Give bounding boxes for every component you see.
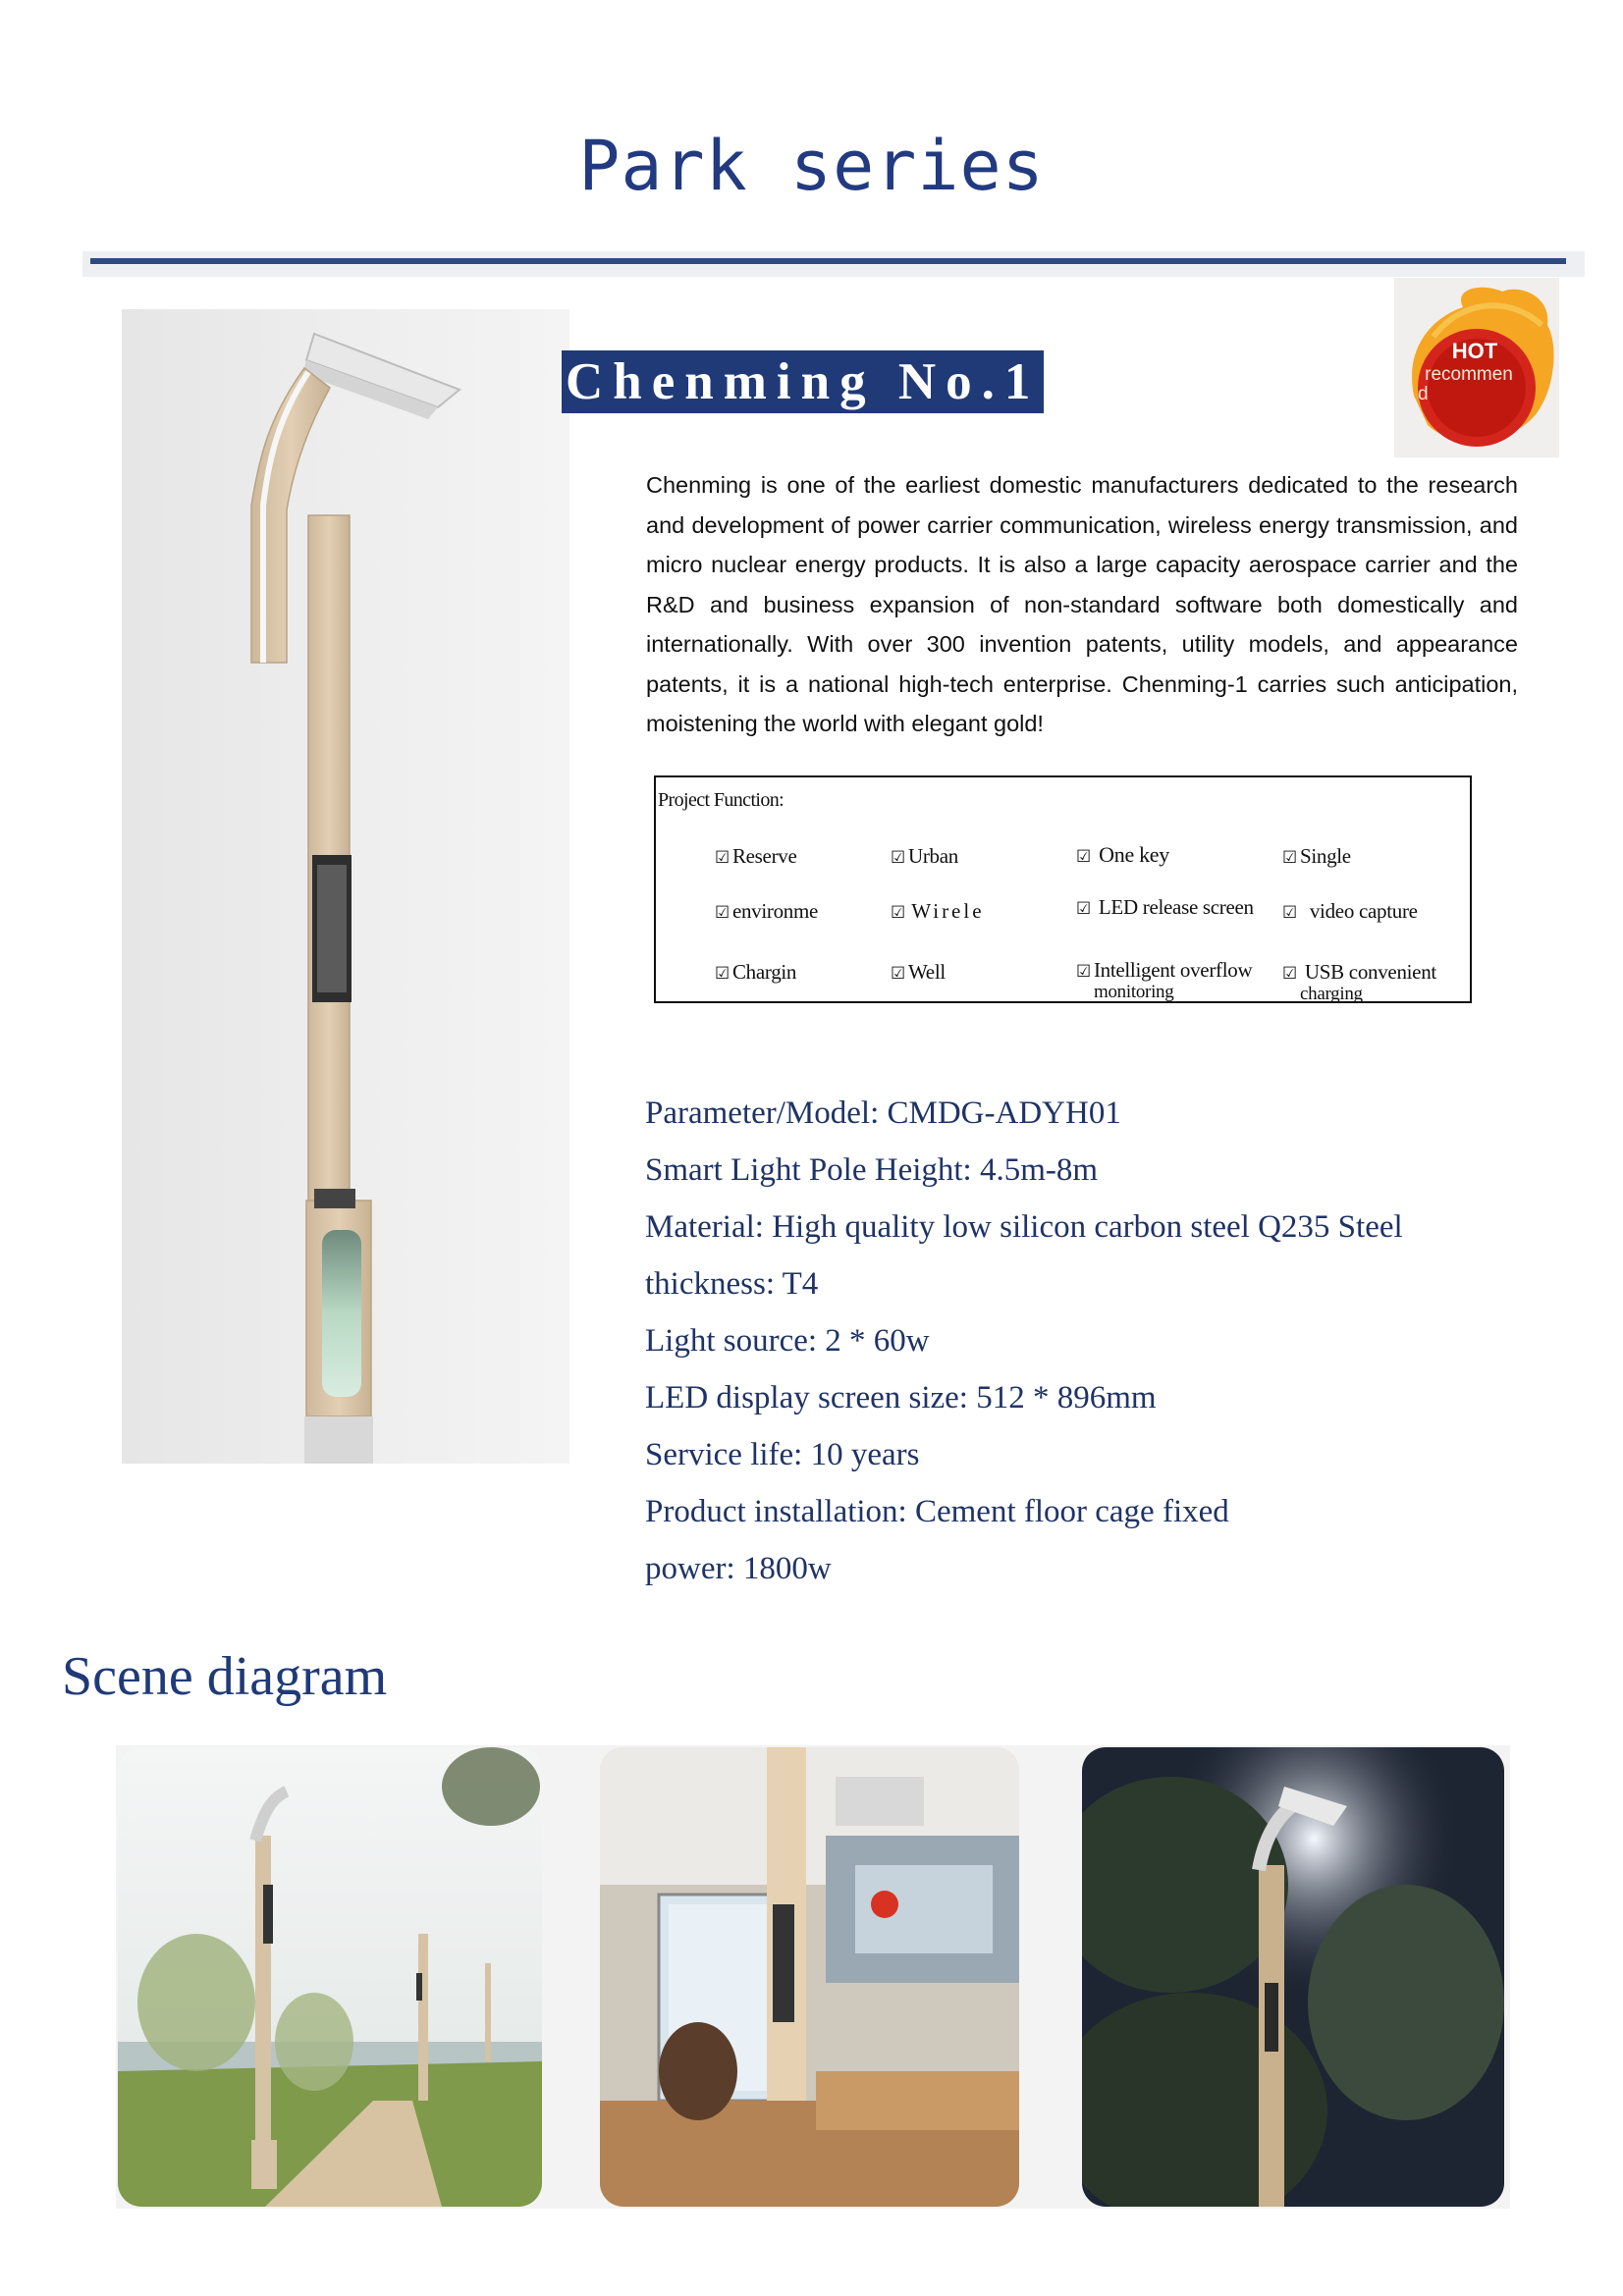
- parameter-screen-size: LED display screen size: 512 * 896mm: [645, 1380, 1157, 1415]
- parameter-thickness: thickness: T4: [645, 1266, 819, 1302]
- function-item: [891, 844, 958, 869]
- parameter-power: power: 1800w: [645, 1551, 832, 1586]
- project-function-title: Project Function:: [658, 789, 784, 811]
- parameter-model: Parameter/Model: CMDG-ADYH01: [645, 1095, 1121, 1131]
- parameter-height: Smart Light Pole Height: 4.5m-8m: [645, 1152, 1099, 1188]
- title-rule-background: [82, 251, 1585, 277]
- parameter-service-life: Service life: 10 years: [645, 1437, 920, 1472]
- parameter-installation: Product installation: Cement floor cage fixed: [645, 1494, 1229, 1529]
- checkbox-checked-icon: ☑: [1076, 899, 1091, 919]
- product-name-banner: Chenming No.1: [562, 350, 1044, 413]
- checkbox-checked-icon: ☑: [1282, 964, 1297, 984]
- function-label: Single: [1299, 844, 1351, 868]
- smart-pole-illustration: [122, 309, 569, 1464]
- checkbox-checked-icon: ☑: [715, 848, 730, 868]
- function-item: [1282, 844, 1351, 869]
- function-label-continued: monitoring: [1094, 982, 1174, 1002]
- function-label: LED release screen: [1098, 895, 1254, 919]
- function-item: [1282, 960, 1436, 1004]
- scene-diagram-title: Scene diagram: [62, 1646, 388, 1707]
- checkbox-checked-icon: ☑: [891, 848, 905, 868]
- function-item: [715, 899, 818, 924]
- function-label-continued: charging: [1300, 984, 1363, 1004]
- checkbox-checked-icon: ☑: [1076, 847, 1091, 867]
- park-scene-illustration: [118, 1747, 542, 2207]
- page-title: Park series: [578, 126, 1045, 206]
- function-item: [1282, 899, 1418, 924]
- scene-photo-night: [1082, 1747, 1504, 2207]
- badge-line-1: HOT: [1451, 339, 1498, 363]
- badge-line-3: d: [1418, 384, 1429, 404]
- function-item: [715, 960, 796, 985]
- function-label: Intelligent overflow: [1093, 958, 1253, 982]
- function-item: [891, 960, 946, 985]
- night-scene-illustration: [1082, 1747, 1504, 2207]
- function-label: USB convenient: [1304, 960, 1436, 984]
- badge-line-2: recommen: [1425, 364, 1513, 385]
- function-label: Wirele: [911, 899, 985, 923]
- function-item: [715, 844, 797, 869]
- function-label: video capture: [1309, 899, 1418, 923]
- parameter-light-source: Light source: 2 * 60w: [645, 1323, 930, 1359]
- scene-photo-showroom: [600, 1747, 1019, 2207]
- function-item: [1076, 895, 1254, 920]
- product-intro: Chenming is one of the earliest domestic manufacturers dedicated to the research and development of power carrier communication, wireless energy transmission, and micro nuclear energy products. It is also a large capacity aerospace carrier and the R&D and business expansion of non-standard software both domestically and internationally. With over 300 invention patents, utility models, and appearance patents, it is a national high-tech enterprise. Chenming-1 carries such anticipation, moistening the world with elegant gold!: [646, 472, 1518, 736]
- function-label: Well: [907, 960, 946, 984]
- checkbox-checked-icon: ☑: [1282, 848, 1297, 868]
- function-item: [891, 899, 985, 924]
- showroom-scene-illustration: [600, 1747, 1019, 2207]
- function-label: Chargin: [731, 960, 797, 984]
- function-label: Reserve: [731, 844, 797, 868]
- checkbox-checked-icon: ☑: [891, 903, 909, 923]
- product-pole-image: [122, 309, 569, 1464]
- checkbox-checked-icon: ☑: [1282, 903, 1297, 923]
- parameter-material: Material: High quality low silicon carbon steel Q235 Steel: [645, 1209, 1403, 1245]
- function-item: [1076, 842, 1169, 868]
- function-label: environme: [731, 899, 819, 923]
- checkbox-checked-icon: ☑: [1076, 962, 1091, 982]
- scene-photo-park: [118, 1747, 542, 2207]
- function-label: Urban: [907, 844, 958, 868]
- checkbox-checked-icon: ☑: [715, 964, 730, 984]
- hot-recommended-badge: [1394, 278, 1559, 457]
- title-divider: [90, 258, 1566, 264]
- function-label: One key: [1099, 842, 1169, 867]
- checkbox-checked-icon: ☑: [891, 964, 905, 984]
- project-function-box: [654, 775, 1472, 1003]
- function-item: [1076, 958, 1253, 1002]
- flame-badge-icon: [1394, 278, 1559, 457]
- parameter-list: [645, 1085, 1403, 1597]
- checkbox-checked-icon: ☑: [715, 903, 730, 923]
